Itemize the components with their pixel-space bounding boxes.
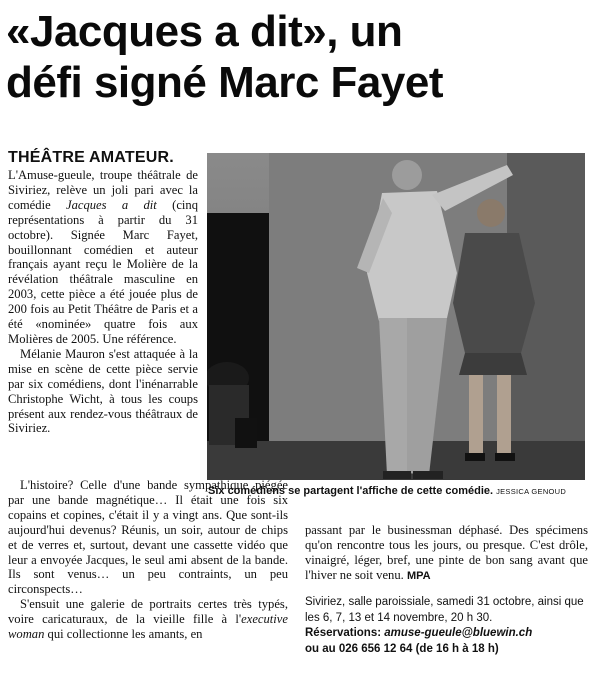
info-phone: ou au 026 656 12 64 (de 16 h à 18 h) [305, 642, 499, 655]
author-signature: MPA [406, 569, 431, 582]
headline-line-1: «Jacques a dit», un [6, 7, 403, 56]
article-column-1-lower [8, 478, 288, 642]
info-reservations [305, 626, 588, 642]
stage-photo-image [207, 153, 585, 480]
conclusion-text: passant par le businessman déphasé. Des spécimens qu'on rencontre tous les jours, ou presque. C'est drôle, vinaigré, léger, bref, une pinte de bon sang avant que l'hiver ne soit venu. [305, 523, 588, 582]
paragraph-mise-en-scene: Mélanie Mauron s'est attaquée à la mise en scène de cette pièce servie par six comédiens, dont l'inénarrable Christophe Wicht, à tous les coups présent aux rendez-vous théâtraux de Siviriez. [8, 346, 198, 436]
kicker: THÉÂTRE AMATEUR. [8, 149, 174, 166]
paragraph-histoire: L'histoire? Celle d'une bande sympathique piégée par une bande magnétique… Il était une fois six copains et copines, c'était il y a vingt ans. Que sont-ils aujourd'hui devenus? Réunis, un soir, autour de chips et de verres et, surtout, devant une cassette vidéo que leur a envoyée Jacques, le seul ami absent de la bande. Ils sont venus… un peu contraints, un peu circonspects… [8, 478, 288, 597]
portraits-text-a: S'ensuit une galerie de portraits certes très typés, voire caricaturaux, de la vieille fille à l' [8, 597, 288, 627]
info-venue-dates: Siviriez, salle paroissiale, samedi 31 octobre, ainsi que les 6, 7, 13 et 14 novembre, 20 h 30. [305, 596, 584, 624]
practical-info [305, 595, 588, 657]
intro-text-a: L'Amuse-gueule, troupe théâtrale de Siviriez, relève un joli pari avec la comédie [8, 168, 198, 212]
article-headline [6, 6, 594, 108]
reservations-label: Réservations: [305, 627, 385, 639]
photo-credit: JESSICA GENOUD [496, 487, 567, 496]
headline-line-2: défi signé Marc Fayet [6, 58, 443, 107]
executive-woman-term: executive woman [8, 612, 288, 642]
paragraph-conclusion [305, 523, 588, 584]
article-column-1 [8, 148, 198, 436]
article-photo [207, 153, 585, 480]
paragraph-intro [8, 168, 198, 347]
paragraph-portraits [8, 597, 288, 642]
play-title: Jacques a dit [65, 197, 157, 212]
intro-text-b: (cinq représentations à partir du 31 octobre). Signée Marc Fayet, bouillonnant comédien et auteur français ayant reçu le Molière de la révélation théâtrale masculine en 2003, cette pièce a été jouée plus de 200 fois au Petit Théâtre de Paris et a été «nominée» quatre fois aux Molières de 2005. Une référence. [8, 197, 198, 346]
portraits-text-b: qui collectionne les amants, en [44, 627, 203, 642]
reservations-email[interactable]: amuse-gueule@bluewin.ch [384, 627, 533, 639]
article-column-2 [305, 523, 588, 584]
caption-text: Six comédiens se partagent l'affiche de cette comédie. [208, 485, 494, 497]
